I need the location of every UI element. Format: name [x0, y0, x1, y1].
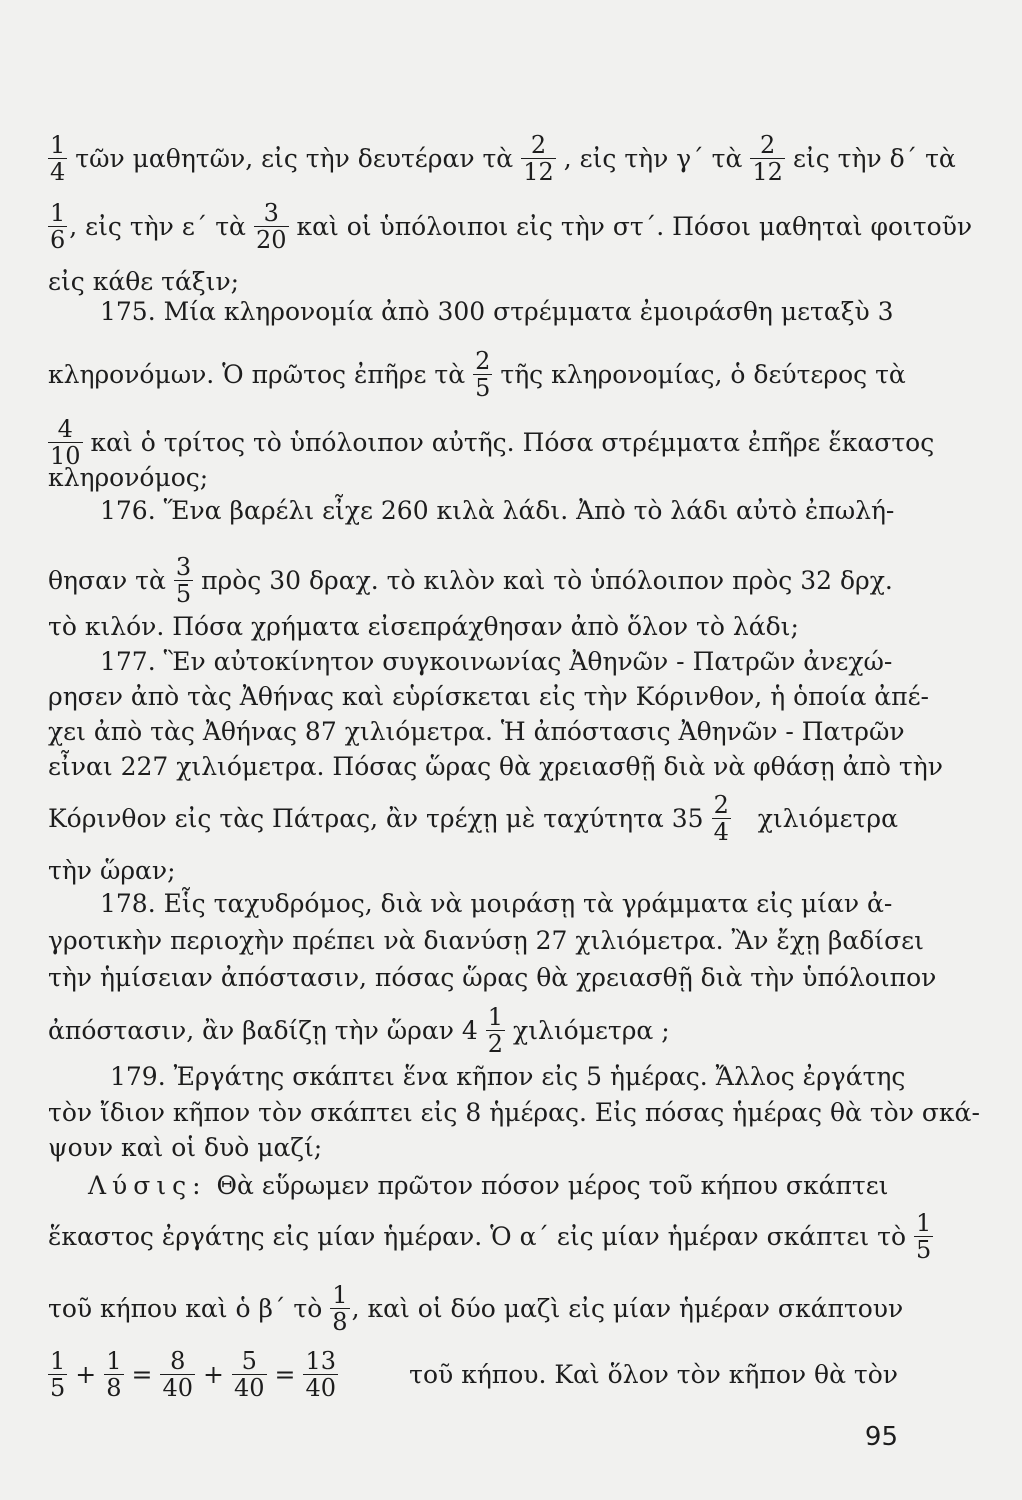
denominator: 12: [752, 158, 783, 186]
denominator: 2: [487, 1030, 504, 1058]
text-segment: ἕκαστος ἐργάτης εἰς μίαν ἡμέραν. Ὁ α΄ εἰς μίαν ἡμέραν σκάπτει τὸ: [48, 1221, 906, 1251]
text-line: [48, 554, 898, 607]
fraction: [750, 132, 785, 185]
numerator: 2: [475, 347, 491, 375]
text-segment: , εἰς τὴν γ΄ τὰ: [563, 143, 743, 173]
text-segment: τὴν ὥραν;: [48, 856, 176, 885]
fraction: [48, 1348, 67, 1401]
numerator: 4: [57, 415, 73, 443]
denominator: 40: [162, 1374, 194, 1402]
numerator: 2: [760, 131, 776, 159]
text-segment: 177. Ἓν αὐτοκίνητον συγκοινωνίας Ἀθηνῶν - Πατρῶν ἀνεχώ-: [100, 647, 893, 676]
numerator: 1: [50, 199, 66, 227]
plus-sign: +: [75, 1359, 97, 1389]
fraction: [486, 1004, 505, 1057]
fraction: [473, 348, 492, 401]
denominator: 8: [106, 1374, 122, 1402]
text-line: [48, 415, 935, 470]
text-line: [48, 1098, 980, 1128]
denominator: 6: [50, 226, 66, 254]
text-segment: τὴν ἡμίσειαν ἀπόστασιν, πόσας ὥρας θὰ χρειασθῇ διὰ τὴν ὑπόλοιπον: [48, 963, 937, 992]
denominator: 5: [475, 374, 491, 402]
fraction: [254, 200, 289, 253]
denominator: 40: [233, 1374, 265, 1402]
text-line: [48, 926, 924, 956]
text-segment: χιλιόμετρα ;: [513, 1015, 670, 1045]
text-segment: καὶ ὁ τρίτος τὸ ὑπόλοιπον αὐτῆς. Πόσα στρέμματα ἐπῆρε ἕκαστος: [90, 427, 935, 457]
text-segment: τοῦ κήπου. Καὶ ὅλον τὸν κῆπον θὰ τὸν: [409, 1359, 898, 1389]
text-line: [48, 297, 898, 327]
text-line: [48, 889, 898, 919]
fraction: [104, 1348, 123, 1401]
text-segment: 178. Εἷς ταχυδρόμος, διὰ νὰ μοιράσῃ τὰ γράμματα εἰς μίαν ἀ-: [100, 889, 893, 918]
fraction: [48, 132, 67, 185]
denominator: 8: [332, 1308, 348, 1336]
text-line: [48, 717, 905, 747]
text-line: [48, 612, 898, 642]
text-segment: Θὰ εὕρωμεν πρῶτον πόσον μέρος τοῦ κήπου σκάπτει: [216, 1171, 889, 1200]
text-line: [48, 752, 943, 782]
fraction: [712, 792, 731, 845]
fraction: [48, 416, 83, 469]
denominator: 5: [175, 580, 192, 608]
text-segment: , καὶ οἱ δύο μαζὶ εἰς μίαν ἡμέραν σκάπτουν: [351, 1293, 904, 1323]
text-segment: κληρονόμων. Ὁ πρῶτος ἐπῆρε τὰ: [48, 359, 466, 389]
fraction: [303, 1348, 338, 1401]
text-segment: εἰς κάθε τάξιν;: [48, 267, 240, 296]
numerator: 3: [263, 199, 279, 227]
denominator: 20: [255, 226, 287, 254]
numerator: 1: [332, 1281, 348, 1309]
page-number: 95: [864, 1422, 898, 1452]
numerator: 3: [175, 553, 192, 581]
denominator: 40: [305, 1374, 337, 1402]
text-segment: 179. Ἐργάτης σκάπτει ἕνα κῆπον εἰς 5 ἡμέρας. Ἄλλος ἐργάτης: [110, 1062, 906, 1091]
numerator: 1: [50, 131, 66, 159]
text-line: [48, 496, 898, 526]
fraction: [174, 554, 193, 607]
text-segment: 176. Ἕνα βαρέλι εἶχε 260 κιλὰ λάδι. Ἀπὸ τὸ λάδι αὐτὸ ἐπωλή-: [100, 496, 895, 525]
equals-sign: =: [274, 1359, 296, 1389]
numerator: 2: [713, 791, 729, 819]
fraction: [521, 132, 556, 185]
text-segment: χιλιόμετρα: [757, 803, 898, 833]
denominator: 12: [523, 158, 554, 186]
numerator: 5: [241, 1347, 257, 1375]
text-segment: θησαν τὰ: [48, 565, 166, 595]
text-segment: ἀπόστασιν, ἂν βαδίζῃ τὴν ὥραν 4: [48, 1015, 478, 1045]
text-segment: πρὸς 30 δραχ. τὸ κιλὸν καὶ τὸ ὑπόλοιπον πρὸς 32 δρχ.: [201, 565, 893, 595]
denominator: 5: [50, 1374, 66, 1402]
text-line: [48, 463, 898, 493]
text-line: [48, 647, 898, 677]
text-line: [48, 1004, 898, 1057]
text-segment: 175. Μία κληρονομία ἀπὸ 300 στρέμματα ἐμοιράσθη μεταξὺ 3: [100, 297, 894, 326]
text-line: [48, 963, 937, 993]
numerator: 2: [530, 131, 547, 159]
numerator: 1: [50, 1347, 66, 1375]
text-segment: κληρονόμος;: [48, 463, 209, 492]
text-line: [48, 1062, 906, 1092]
text-segment: ρησεν ἀπὸ τὰς Ἀθήνας καὶ εὑρίσκεται εἰς τὴν Κόρινθον, ἡ ὁποία ἀπέ-: [48, 682, 930, 711]
text-line: [48, 347, 906, 402]
text-line: [48, 1348, 898, 1401]
text-segment: τῆς κληρονομίας, ὁ δεύτερος τὰ: [500, 359, 906, 389]
text-line: [48, 131, 956, 186]
text-segment: καὶ οἱ ὑπόλοιποι εἰς τὴν στ΄. Πόσοι μαθηταὶ φοιτοῦν: [296, 211, 973, 241]
text-segment: γροτικὴν περιοχὴν πρέπει νὰ διανύσῃ 27 χιλιόμετρα. Ἂν ἔχῃ βαδίσει: [48, 926, 924, 955]
text-line: [48, 856, 898, 886]
text-segment: εἰς τὴν δ΄ τὰ: [792, 143, 956, 173]
text-line: [48, 267, 898, 297]
solution-label: Λύσις:: [88, 1171, 207, 1200]
text-segment: τὸν ἴδιον κῆπον τὸν σκάπτει εἰς 8 ἡμέρας. Εἰς πόσας ἡμέρας θὰ τὸν σκά-: [48, 1098, 980, 1127]
numerator: 8: [170, 1347, 186, 1375]
numerator: 1: [106, 1347, 122, 1375]
text-segment: ψουν καὶ οἱ δυὸ μαζί;: [48, 1133, 323, 1162]
fraction: [48, 200, 67, 253]
denominator: 10: [50, 442, 81, 470]
plus-sign: +: [203, 1359, 224, 1389]
text-segment: τοῦ κήπου καὶ ὁ β΄ τὸ: [48, 1293, 323, 1323]
numerator: 1: [487, 1003, 504, 1031]
text-line: [48, 1133, 898, 1163]
fraction: [330, 1282, 349, 1335]
text-segment: τῶν μαθητῶν, εἰς τὴν δευτέραν τὰ: [75, 143, 514, 173]
fraction: [914, 1210, 933, 1263]
fraction: [160, 1348, 195, 1401]
text-line: [48, 1281, 904, 1336]
denominator: 5: [916, 1236, 932, 1264]
text-line: [48, 682, 930, 712]
text-line: [48, 792, 898, 845]
numerator: 13: [305, 1347, 337, 1375]
numerator: 1: [916, 1209, 932, 1237]
equals-sign: =: [131, 1359, 153, 1389]
text-segment: χει ἀπὸ τὰς Ἀθήνας 87 χιλιόμετρα. Ἡ ἀπόστασις Ἀθηνῶν - Πατρῶν: [48, 717, 905, 746]
text-line: [48, 199, 973, 254]
text-segment: τὸ κιλόν. Πόσα χρήματα εἰσεπράχθησαν ἀπὸ ὅλον τὸ λάδι;: [48, 612, 799, 641]
text-segment: εἶναι 227 χιλιόμετρα. Πόσας ὥρας θὰ χρειασθῇ διὰ νὰ φθάσῃ ἀπὸ τὴν: [48, 752, 943, 781]
text-line: [48, 1171, 898, 1201]
denominator: 4: [713, 818, 729, 846]
text-segment: Κόρινθον εἰς τὰς Πάτρας, ἂν τρέχῃ μὲ ταχύτητα 35: [48, 803, 704, 833]
text-segment: , εἰς τὴν ε΄ τὰ: [69, 211, 246, 241]
text-line: [48, 1209, 932, 1264]
fraction: [232, 1348, 267, 1401]
denominator: 4: [50, 158, 66, 186]
